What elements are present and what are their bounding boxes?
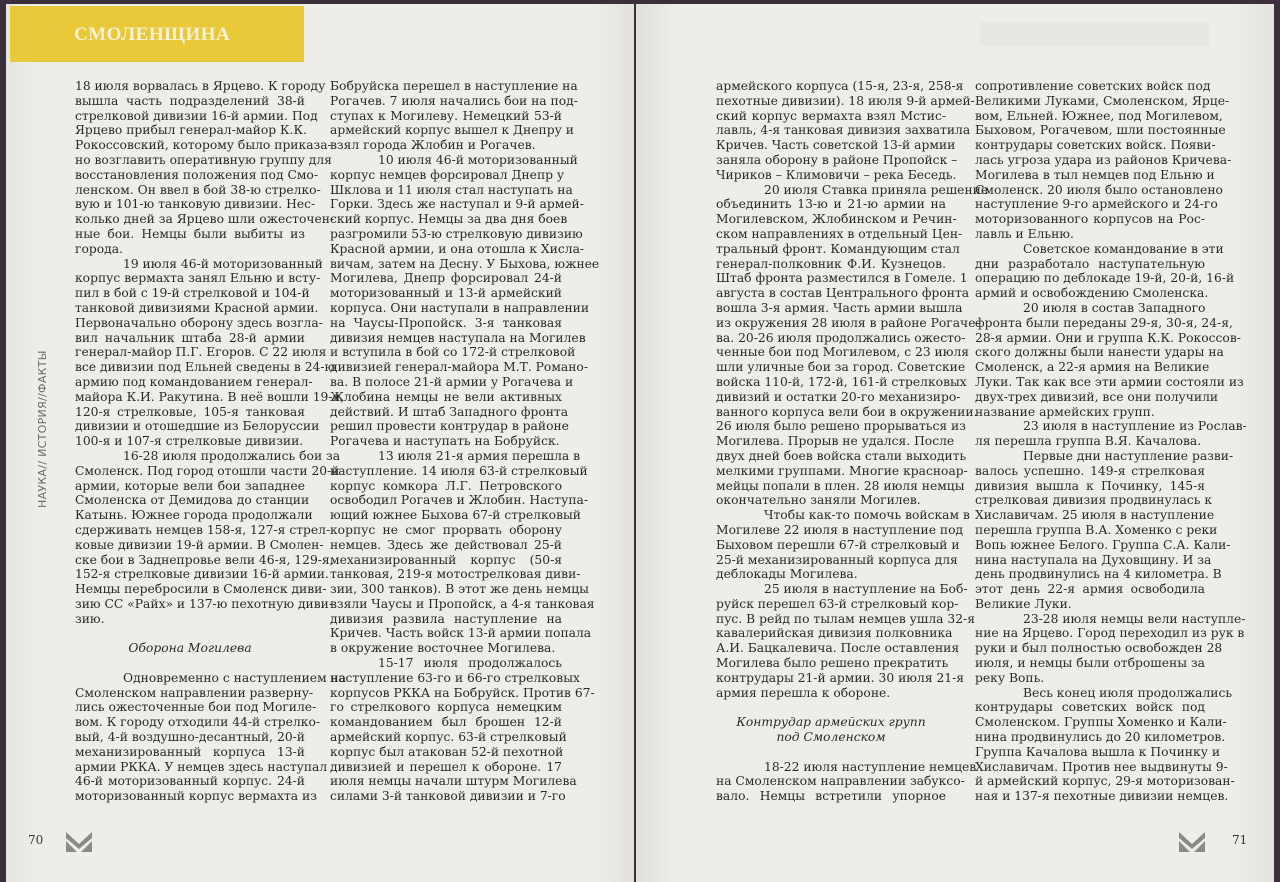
text-line: механизированный корпуса 13-й <box>75 744 305 759</box>
text-line: 18 июля ворвалась в Ярцево. К городу <box>75 79 326 93</box>
text-line: корпус был атакован 52-й пехотной <box>330 744 564 759</box>
text-line: вый, 4-й воздушно-десантный, 20-й <box>75 730 305 745</box>
text-line: Хиславичам. Против нее выдвинуты 9- <box>975 759 1228 774</box>
text-line: 28-я армии. Они и группа К.К. Рокоссов- <box>975 330 1241 345</box>
text-line: дивизия вышла к Починку, 145-я <box>975 478 1205 493</box>
text-line: Группа Качалова вышла к Починку и <box>975 744 1221 759</box>
text-line: ске бои в Заднепровье вели 46-я, 129-я, <box>75 552 334 567</box>
text-line: ском направлениях в отдельный Цен- <box>716 226 963 241</box>
text-line: вичам, затем на Десну. У Быхова, южнее <box>330 256 600 271</box>
text-line: пехотные дивизии). 18 июля 9-й армей- <box>716 93 975 108</box>
text-line: генерал-майор П.Г. Егоров. С 22 июля <box>75 345 327 360</box>
text-line: контрудары 21-й армии. 30 июля 21-я <box>716 670 965 685</box>
text-line: руки и был полностью освобожден 28 <box>975 641 1223 656</box>
text-line: освободил Рогачев и Жлобин. Наступа- <box>330 493 589 508</box>
text-line: тральный фронт. Командующим стал <box>716 241 960 256</box>
text-line: А.И. Бацкалевича. После оставления <box>716 641 960 656</box>
text-line: на Чаусы-Пропойск. 3-я танковая <box>330 315 562 330</box>
text-line: дивизий и остатки 20-го механизиро- <box>716 389 961 404</box>
text-line: Первые дни наступление разви- <box>1023 448 1234 463</box>
page-number-right: 71 <box>1232 833 1248 847</box>
text-line: действий. И штаб Западного фронта <box>330 404 569 419</box>
text-line: разгромили 53-ю стрелковую дивизию <box>330 226 583 241</box>
text-line: лавль и Ельню. <box>975 226 1074 241</box>
text-column-2 <box>330 79 600 804</box>
text-line: Могилеве 22 июля в наступление под <box>716 522 964 537</box>
text-line: Шклова и 11 июля стал наступать на <box>330 182 573 197</box>
text-line: вую и 101-ю танковую дивизии. Нес- <box>75 197 316 212</box>
text-line: лавль, 4-я танковая дивизия захватила <box>716 123 971 138</box>
text-line: нина продвинулись до 20 километров. <box>975 730 1226 745</box>
text-line: ский корпус. Немцы за два дня боев <box>330 212 568 227</box>
text-line: перешла группа В.А. Хоменко с реки <box>975 522 1218 537</box>
text-line: Смоленском направлении разверну- <box>75 685 314 700</box>
text-line: заняла оборону в районе Пропойск – <box>716 152 958 167</box>
text-line: ние на Ярцево. Город переходил из рук в <box>975 626 1245 641</box>
text-line: операцию по деблокаде 19-й, 20-й, 16-й <box>975 271 1235 286</box>
section-subheading: Контрудар армейских групп <box>736 715 926 730</box>
text-line: мелкими группами. Многие красноар- <box>716 463 968 478</box>
text-line: Смоленск. 20 июля было остановлено <box>975 182 1223 197</box>
text-line: ский корпус вермахта взял Мстис- <box>716 108 946 123</box>
text-line: Кричев. Часть войск 13-й армии попала <box>330 626 592 641</box>
text-line: но возглавить оперативную группу для <box>75 152 332 167</box>
text-line: пус. В рейд по тылам немцев ушла 32-я <box>716 611 975 626</box>
text-line: Великими Луками, Смоленском, Ярце- <box>975 93 1230 108</box>
text-line: дивизия развила наступление на <box>330 611 562 626</box>
text-line: двух дней боев войска стали выходить <box>716 448 967 463</box>
text-line: моторизованный корпус вермахта из <box>75 789 317 804</box>
text-line: 10 июля 46-й моторизованный <box>378 152 578 167</box>
text-line: Могилева, Днепр форсировал 24-й <box>330 271 562 286</box>
text-line: силами 3-й танковой дивизии и 7-го <box>330 789 566 804</box>
text-line: взяли Чаусы и Пропойск, а 4-я танковая <box>330 596 595 611</box>
text-line: дивизии и отошедшие из Белоруссии <box>75 419 320 434</box>
text-column-4 <box>975 79 1247 804</box>
text-line: 20 июля Ставка приняла решение <box>764 182 989 197</box>
text-line: августа в состав Центрального фронта <box>716 286 970 301</box>
text-line: наступление. 14 июля 63-й стрелковый <box>330 463 588 478</box>
text-line: корпус не смог прорвать оборону <box>330 522 562 537</box>
text-line: Великие Луки. <box>975 596 1072 611</box>
text-line: вышла часть подразделений 38-й <box>75 93 305 108</box>
text-line: ющий южнее Быхова 67-й стрелковый <box>330 508 581 523</box>
publisher-logo-icon <box>66 832 92 852</box>
text-line: армейского корпуса (15-я, 23-я, 258-я <box>716 79 964 93</box>
text-line: ченные бои под Могилевом, с 23 июля <box>716 345 970 360</box>
text-line: на Смоленском направлении забуксо- <box>716 774 965 789</box>
section-title: СМОЛЕНЩИНА <box>74 24 231 45</box>
text-line: 13 июля 21-я армия перешла в <box>378 448 581 463</box>
text-line: дивизией и перешел к обороне. 17 <box>330 759 562 774</box>
text-line: Быховом, Рогачевом, шли постоянные <box>975 123 1226 138</box>
text-line: Штаб фронта разместился в Гомеле. 1 <box>716 271 968 286</box>
text-line: реку Вопь. <box>975 670 1045 685</box>
text-line: двух-трех дивизий, все они получили <box>975 389 1219 404</box>
text-line: ступах к Могилеву. Немецкий 53-й <box>330 108 562 123</box>
text-line: Хиславичам. 25 июля в наступление <box>975 508 1215 523</box>
text-line: зию. <box>75 611 105 626</box>
text-line: Рогачев. 7 июля начались бои на под- <box>330 93 578 108</box>
side-category-label: НАУКА// ИСТОРИЯ//ФАКТЫ <box>36 350 49 508</box>
text-line: июля, и немцы были отброшены за <box>975 656 1205 671</box>
text-line: название армейских групп. <box>975 404 1155 419</box>
blank-line <box>716 700 946 715</box>
text-line: 20 июля в состав Западного <box>1023 300 1206 315</box>
text-line: стрелковая дивизия продвинулась к <box>975 493 1213 508</box>
text-line: 16-28 июля продолжались бои за <box>123 448 341 463</box>
text-line: 26 июля было решено прорываться из <box>716 419 966 434</box>
text-line: пил в бой с 19-й стрелковой и 104-й <box>75 286 310 301</box>
text-line: танковая, 219-я мотострелковая диви- <box>330 567 581 582</box>
text-line: и вступила в бой со 172-й стрелковой <box>330 345 576 360</box>
text-line: в окружение восточнее Могилева. <box>330 641 556 656</box>
text-line: Катынь. Южнее города продолжали <box>75 508 313 523</box>
text-line: шли уличные бои за город. Советские <box>716 360 966 375</box>
text-line: ва. В полосе 21-й армии у Рогачева и <box>330 374 574 389</box>
text-line: армию под командованием генерал- <box>75 374 313 389</box>
text-line: 25 июля в наступление на Боб- <box>764 582 968 597</box>
text-line: Могилева было решено прекратить <box>716 656 949 671</box>
text-line: города. <box>75 241 123 256</box>
text-line: армии РККА. У немцев здесь наступал <box>75 759 328 774</box>
text-line: Ярцево прибыл генерал-майор К.К. <box>75 123 307 138</box>
text-line: 18-22 июля наступление немцев <box>764 759 977 774</box>
text-line: армий и освобождению Смоленска. <box>975 286 1209 301</box>
text-line: танковой дивизиями Красной армии. <box>75 300 319 315</box>
text-line: 152-я стрелковые дивизии 16-й армии. <box>75 567 329 582</box>
text-line: мейцы попали в плен. 28 июля немцы <box>716 478 965 493</box>
text-line: ванного корпуса вели бои в окружении. <box>716 404 978 419</box>
section-banner <box>10 6 304 62</box>
text-line: дни разработало наступательную <box>975 256 1205 271</box>
text-line: объединить 13-ю и 21-ю армии на <box>716 197 946 212</box>
text-line: корпуса. Они наступали в направлении <box>330 300 590 315</box>
text-line: наступление 63-го и 66-го стрелковых <box>330 670 580 685</box>
text-line: Вопь южнее Белого. Группа С.А. Кали- <box>975 537 1231 552</box>
text-line: Смоленска от Демидова до станции <box>75 493 310 508</box>
text-line: ковые дивизии 19-й армии. В Смолен- <box>75 537 324 552</box>
text-line: вошла 3-я армия. Часть армии вышла <box>716 300 963 315</box>
blank-line <box>75 626 305 641</box>
text-line: ные бои. Немцы были выбиты из <box>75 226 305 241</box>
blank-line <box>75 656 305 671</box>
text-line: ленском. Он ввел в бой 38-ю стрелко- <box>75 182 321 197</box>
text-line: го стрелкового корпуса немецким <box>330 700 562 715</box>
faded-header-right <box>980 22 1210 46</box>
text-line: 23 июля в наступление из Рослав- <box>1023 419 1247 434</box>
text-line: Смоленском. Группы Хоменко и Кали- <box>975 715 1227 730</box>
text-line: нина наступала на Духовщину. И за <box>975 552 1212 567</box>
text-line: Кричев. Часть советской 13-й армии <box>716 138 956 153</box>
text-line: немцев. Здесь же действовал 25-й <box>330 537 562 552</box>
text-line: Быховом перешли 67-й стрелковый и <box>716 537 960 552</box>
text-line: вом, Ельней. Южнее, под Могилевом, <box>975 108 1223 123</box>
text-line: лась угроза удара из районов Кричева- <box>975 152 1232 167</box>
text-line: лись ожесточенные бои под Могиле- <box>75 700 317 715</box>
text-line: Немцы перебросили в Смоленск диви- <box>75 582 327 597</box>
text-line: 19 июля 46-й моторизованный <box>123 256 323 271</box>
text-line: войска 110-й, 172-й, 161-й стрелковых <box>716 374 967 389</box>
text-line: Первоначально оборону здесь возгла- <box>75 315 323 330</box>
text-line: ля перешла группа В.Я. Качалова. <box>975 434 1202 449</box>
text-line: колько дней за Ярцево шли ожесточен- <box>75 212 335 227</box>
text-line: моторизованного корпусов на Рос- <box>975 212 1205 227</box>
text-line: Чириков – Климовичи – река Беседь. <box>716 167 957 182</box>
text-line: Рогачева и наступать на Бобруйск. <box>330 434 560 449</box>
text-line: руйск перешел 63-й стрелковый кор- <box>716 596 959 611</box>
text-line: дивизия немцев наступала на Могилев <box>330 330 586 345</box>
text-line: армия перешла к обороне. <box>716 685 891 700</box>
text-line: стрелковой дивизии 16-й армии. Под <box>75 108 318 123</box>
text-line: Жлобина немцы не вели активных <box>330 389 562 404</box>
text-line: взял города Жлобин и Рогачев. <box>330 138 536 153</box>
text-line: Одновременно с наступлением на <box>123 670 347 685</box>
text-line: корпусов РККА на Бобруйск. Против 67- <box>330 685 595 700</box>
text-line: из окружения 28 июля в районе Рогаче- <box>716 315 980 330</box>
text-line: зию СС «Райх» и 137-ю пехотную диви- <box>75 596 333 611</box>
text-line: дивизией генерал-майора М.Т. Романо- <box>330 360 588 375</box>
text-line: Смоленск, а 22-я армия на Великие <box>975 360 1210 375</box>
text-line: моторизованный и 13-й армейский <box>330 286 562 301</box>
text-line: армии, которые вели бои западнее <box>75 478 305 493</box>
text-line: Бобруйска перешел в наступление на <box>330 79 578 93</box>
text-line: Весь конец июля продолжались <box>1023 685 1233 700</box>
text-line: фронта были переданы 29-я, 30-я, 24-я, <box>975 315 1233 330</box>
text-line: этот день 22-я армия освободила <box>975 582 1205 597</box>
text-line: зии, 300 танков). В этот же день немцы <box>330 582 589 597</box>
text-line: окончательно заняли Могилев. <box>716 493 921 508</box>
text-line: армейский корпус вышел к Днепру и <box>330 123 574 138</box>
text-line: 23-28 июля немцы вели наступле- <box>1023 611 1246 626</box>
text-line: армейский корпус. 63-й стрелковый <box>330 730 567 745</box>
text-line: контрудары советских войск. Появи- <box>975 138 1216 153</box>
text-line: Смоленск. Под город отошли части 20-й <box>75 463 340 478</box>
text-line: майора К.И. Ракутина. В неё вошли 19-я, <box>75 389 345 404</box>
section-subheading: Оборона Могилева <box>128 641 252 656</box>
text-line: июля немцы начали штурм Могилева <box>330 774 577 789</box>
text-line: решил провести контрудар в районе <box>330 419 569 434</box>
text-line: 46-й моторизованный корпус. 24-й <box>75 774 305 789</box>
text-line: корпус вермахта занял Ельню и всту- <box>75 271 321 286</box>
text-line: механизированный корпус (50-я <box>330 552 562 567</box>
text-line: вом. К городу отходили 44-й стрелко- <box>75 715 321 730</box>
section-subheading: под Смоленском <box>776 730 886 745</box>
text-line: ва. 20-26 июля продолжались ожесто- <box>716 330 966 345</box>
publisher-logo-icon <box>1179 832 1205 852</box>
text-line: Могилева. Прорыв не удался. После <box>716 434 955 449</box>
text-line: генерал-полковник Ф.И. Кузнецов. <box>716 256 946 271</box>
blank-line <box>716 745 946 760</box>
text-line: Чтобы как-то помочь войскам в <box>764 508 970 523</box>
text-column-3 <box>716 79 989 804</box>
text-line: ского должны были нанести удары на <box>975 345 1224 360</box>
text-line: день продвинулись на 4 километра. В <box>975 567 1222 582</box>
text-line: деблокады Могилева. <box>716 567 858 582</box>
text-line: й армейский корпус, 29-я моторизован- <box>975 774 1235 789</box>
text-line: сдерживать немцев 158-я, 127-я стрел- <box>75 522 331 537</box>
text-line: Луки. Так как все эти армии состояли из <box>975 374 1244 389</box>
text-line: валось успешно. 149-я стрелковая <box>975 463 1205 478</box>
text-line: Советское командование в эти <box>1023 241 1224 256</box>
text-line: корпус комкора Л.Г. Петровского <box>330 478 562 493</box>
text-line: 120-я стрелковые, 105-я танковая <box>75 404 305 419</box>
text-line: Могилевском, Жлобинском и Речин- <box>716 212 957 227</box>
text-line: вало. Немцы встретили упорное <box>716 789 946 804</box>
page-number-left: 70 <box>28 833 44 847</box>
text-line: контрудары советских войск под <box>975 700 1205 715</box>
text-line: командованием был брошен 12-й <box>330 715 562 730</box>
text-line: Могилева в тыл немцев под Ельню и <box>975 167 1215 182</box>
text-line: Красной армии, и она отошла к Хисла- <box>330 241 585 256</box>
text-line: 15-17 июля продолжалось <box>378 656 562 671</box>
text-line: корпус немцев форсировал Днепр у <box>330 167 565 182</box>
text-line: все дивизии под Ельней сведены в 24-ю <box>75 360 336 375</box>
text-line: сопротивление советских войск под <box>975 79 1211 93</box>
text-line: ная и 137-я пехотные дивизии немцев. <box>975 789 1229 804</box>
text-line: 25-й механизированный корпуса для <box>716 552 958 567</box>
text-line: Горки. Здесь же наступал и 9-й армей- <box>330 197 584 212</box>
text-line: наступление 9-го армейского и 24-го <box>975 197 1218 212</box>
text-column-1 <box>75 79 347 804</box>
text-line: 100-я и 107-я стрелковые дивизии. <box>75 434 304 449</box>
text-line: вил начальник штаба 28-й армии <box>75 330 305 345</box>
text-line: Рокоссовский, которому было приказа- <box>75 138 332 153</box>
text-line: кавалерийская дивизия полковника <box>716 626 953 641</box>
text-line: восстановления положения под Смо- <box>75 167 318 182</box>
